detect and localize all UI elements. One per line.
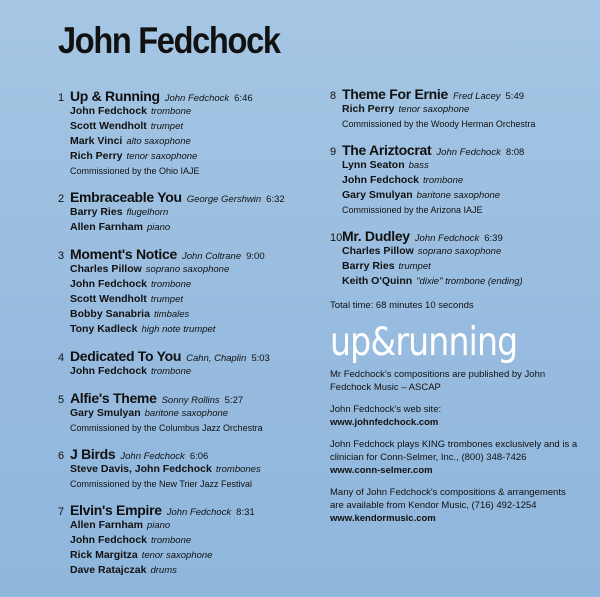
performer-name: Scott Wendholt xyxy=(70,293,147,305)
performer-line xyxy=(70,277,320,292)
performer-name: Rich Perry xyxy=(70,150,123,162)
track-composer: Fred Lacey xyxy=(452,91,501,102)
track-time: 6:46 xyxy=(234,93,253,104)
track-composer: John Coltrane xyxy=(181,251,242,262)
track-header xyxy=(58,88,320,104)
track-item xyxy=(58,390,320,435)
commission-note: Commissioned by the Woody Herman Orchestra xyxy=(342,119,536,129)
track-composer: George Gershwin xyxy=(186,194,262,205)
performer-name: Lynn Seaton xyxy=(342,159,405,171)
performer-line xyxy=(70,104,320,119)
performer-name: Gary Smulyan xyxy=(342,189,413,201)
track-title: J Birds xyxy=(70,446,116,462)
performer-line xyxy=(70,364,320,379)
performer-instrument: trombone xyxy=(151,535,192,546)
track-composer: Sonny Rollins xyxy=(161,395,220,406)
performer-instrument: tenor saxophone xyxy=(398,104,470,115)
performer-line xyxy=(70,563,320,578)
performer-name: Gary Smulyan xyxy=(70,407,141,419)
track-item xyxy=(330,142,580,217)
track-time: 6:32 xyxy=(266,194,285,205)
track-header xyxy=(58,502,320,518)
track-header xyxy=(330,142,580,158)
track-title: Dedicated To You xyxy=(70,348,182,364)
track-time: 5:27 xyxy=(224,395,244,406)
commission-note: Commissioned by the Columbus Jazz Orchestra xyxy=(70,423,263,433)
track-time: 5:49 xyxy=(505,91,525,102)
performer-name: Bobby Sanabria xyxy=(70,308,150,320)
track-time: 8:31 xyxy=(236,507,255,518)
track-item xyxy=(58,446,320,491)
performer-line xyxy=(342,244,580,259)
kendor-text: Many of John Fedchock's compositions & arrangements are available from Kendor Music, (716) 492-1254 xyxy=(330,487,566,511)
performer-name: Dave Ratajczak xyxy=(70,564,147,576)
performer-name: Rich Perry xyxy=(342,103,395,115)
performer-instrument: trombone xyxy=(151,106,192,117)
performer-line xyxy=(70,462,320,477)
performer-line xyxy=(342,102,580,117)
performer-instrument: trumpet xyxy=(150,294,184,305)
performer-instrument: trombone xyxy=(151,366,192,377)
performer-name: John Fedchock xyxy=(70,534,148,546)
track-time: 5:03 xyxy=(251,353,270,364)
track-number: 4 xyxy=(58,352,65,364)
track-title: Elvin's Empire xyxy=(70,502,162,518)
track-item xyxy=(58,88,320,178)
performer-instrument: baritone saxophone xyxy=(416,190,501,201)
track-item xyxy=(58,348,320,379)
performer-instrument: piano xyxy=(146,520,171,531)
performer-name: Allen Farnham xyxy=(70,519,143,531)
track-composer: John Fedchock xyxy=(414,233,480,244)
track-title: Mr. Dudley xyxy=(342,228,410,244)
track-title: Theme For Ernie xyxy=(342,86,448,102)
performer-line xyxy=(70,518,320,533)
track-composer: John Fedchock xyxy=(120,451,185,462)
track-composer: John Fedchock xyxy=(436,147,501,158)
right-track-group xyxy=(330,86,580,289)
performer-instrument: trumpet xyxy=(398,261,431,272)
performer-name: Keith O'Quinn xyxy=(342,275,413,287)
track-title: Up & Running xyxy=(70,88,160,104)
track-header xyxy=(330,228,580,244)
performer-instrument: trumpet xyxy=(150,121,184,132)
performer-instrument: flugelhorn xyxy=(126,207,169,218)
performer-name: John Fedchock xyxy=(70,278,148,290)
performer-instrument: drums xyxy=(150,565,177,576)
performer-instrument: baritone saxophone xyxy=(144,408,229,419)
track-title: Embraceable You xyxy=(70,189,182,205)
performer-name: Mark Vinci xyxy=(70,135,123,147)
website-link[interactable]: www.johnfedchock.com xyxy=(330,417,439,428)
performer-instrument: "dixie" trombone (ending) xyxy=(416,276,523,287)
track-composer: John Fedchock xyxy=(164,93,230,104)
performer-name: Rick Margitza xyxy=(70,549,138,561)
kendor-link[interactable]: www.kendormusic.com xyxy=(330,513,436,524)
conn-selmer-link[interactable]: www.conn-selmer.com xyxy=(330,465,433,476)
performer-line xyxy=(342,158,580,173)
website-label: John Fedchock's web site: xyxy=(330,404,442,415)
performer-line xyxy=(342,274,580,289)
performer-line xyxy=(70,205,320,220)
performer-name: John Fedchock xyxy=(342,174,420,186)
performer-instrument: timbales xyxy=(153,309,190,320)
track-header xyxy=(330,86,580,102)
performer-instrument: trombone xyxy=(151,279,192,290)
track-composer: John Fedchock xyxy=(166,507,232,518)
track-header xyxy=(58,246,320,262)
performer-name: Barry Ries xyxy=(70,206,123,218)
track-title: Moment's Notice xyxy=(70,246,177,262)
performer-name: John Fedchock xyxy=(70,365,148,377)
performer-line xyxy=(70,119,320,134)
track-item xyxy=(330,86,580,131)
website-block xyxy=(330,403,580,429)
performer-name: Scott Wendholt xyxy=(70,120,147,132)
track-header xyxy=(58,189,320,205)
performer-line xyxy=(342,188,580,203)
track-number: 1 xyxy=(58,92,65,104)
track-number: 2 xyxy=(58,193,65,205)
total-time: Total time: 68 minutes 10 seconds xyxy=(330,300,474,311)
track-number: 10 xyxy=(330,232,343,244)
performer-instrument: high note trumpet xyxy=(141,324,216,335)
performer-instrument: tenor saxophone xyxy=(141,550,213,561)
performer-name: Barry Ries xyxy=(342,260,395,272)
performer-name: Charles Pillow xyxy=(342,245,414,257)
track-time: 9:00 xyxy=(246,251,265,262)
performer-line xyxy=(342,173,580,188)
performer-instrument: soprano saxophone xyxy=(145,264,230,275)
track-header xyxy=(58,348,320,364)
track-title: Alfie's Theme xyxy=(70,390,157,406)
performer-line xyxy=(70,220,320,235)
performer-name: Tony Kadleck xyxy=(70,323,138,335)
track-number: 7 xyxy=(58,506,65,518)
performer-line xyxy=(70,548,320,563)
track-number: 6 xyxy=(58,450,65,462)
performer-name: John Fedchock xyxy=(70,105,148,117)
track-composer: Cahn, Chaplin xyxy=(186,353,247,364)
performer-name: Steve Davis, John Fedchock xyxy=(70,463,212,475)
performer-name: Charles Pillow xyxy=(70,263,142,275)
track-item xyxy=(58,189,320,235)
track-list-right xyxy=(330,86,580,311)
endorsement-text: John Fedchock plays KING trombones exclusively and is a clinician for Conn-Selmer, Inc., (800) 348-7426 xyxy=(330,439,578,463)
track-header xyxy=(58,390,320,406)
performer-line xyxy=(342,259,580,274)
performer-line xyxy=(70,149,320,164)
performer-instrument: bass xyxy=(408,160,429,171)
track-time: 6:39 xyxy=(484,233,503,244)
album-logo: up&running xyxy=(330,320,518,365)
performer-name: Allen Farnham xyxy=(70,221,143,233)
track-time: 6:06 xyxy=(189,451,209,462)
track-header xyxy=(58,446,320,462)
performer-instrument: trombone xyxy=(423,175,464,186)
track-item xyxy=(58,246,320,337)
artist-name: John Fedchock xyxy=(58,20,280,61)
track-item xyxy=(58,502,320,578)
performer-instrument: trombones xyxy=(215,464,261,475)
track-number: 3 xyxy=(58,250,65,262)
performer-line xyxy=(70,406,320,421)
performer-line xyxy=(70,134,320,149)
track-number: 9 xyxy=(330,146,337,158)
performer-instrument: alto saxophone xyxy=(126,136,191,147)
performer-line xyxy=(70,292,320,307)
kendor-block xyxy=(330,486,580,525)
track-number: 5 xyxy=(58,394,65,406)
track-title: The Ariztocrat xyxy=(342,142,432,158)
commission-note: Commissioned by the Ohio IAJE xyxy=(70,166,200,176)
performer-line xyxy=(70,262,320,277)
performer-line xyxy=(70,533,320,548)
track-item xyxy=(330,228,580,289)
performer-instrument: tenor saxophone xyxy=(126,151,198,162)
commission-note: Commissioned by the Arizona IAJE xyxy=(342,205,483,215)
track-number: 8 xyxy=(330,90,337,102)
publishing-note: Mr Fedchock's compositions are published by John Fedchock Music – ASCAP xyxy=(330,369,546,393)
track-time: 8:08 xyxy=(505,147,525,158)
commission-note: Commissioned by the New Trier Jazz Festival xyxy=(70,479,253,489)
credits-block xyxy=(330,368,580,534)
performer-instrument: piano xyxy=(146,222,171,233)
endorsement-block xyxy=(330,438,580,477)
performer-line xyxy=(70,307,320,322)
performer-instrument: soprano saxophone xyxy=(417,246,502,257)
performer-line xyxy=(70,322,320,337)
track-list-left xyxy=(58,88,320,589)
